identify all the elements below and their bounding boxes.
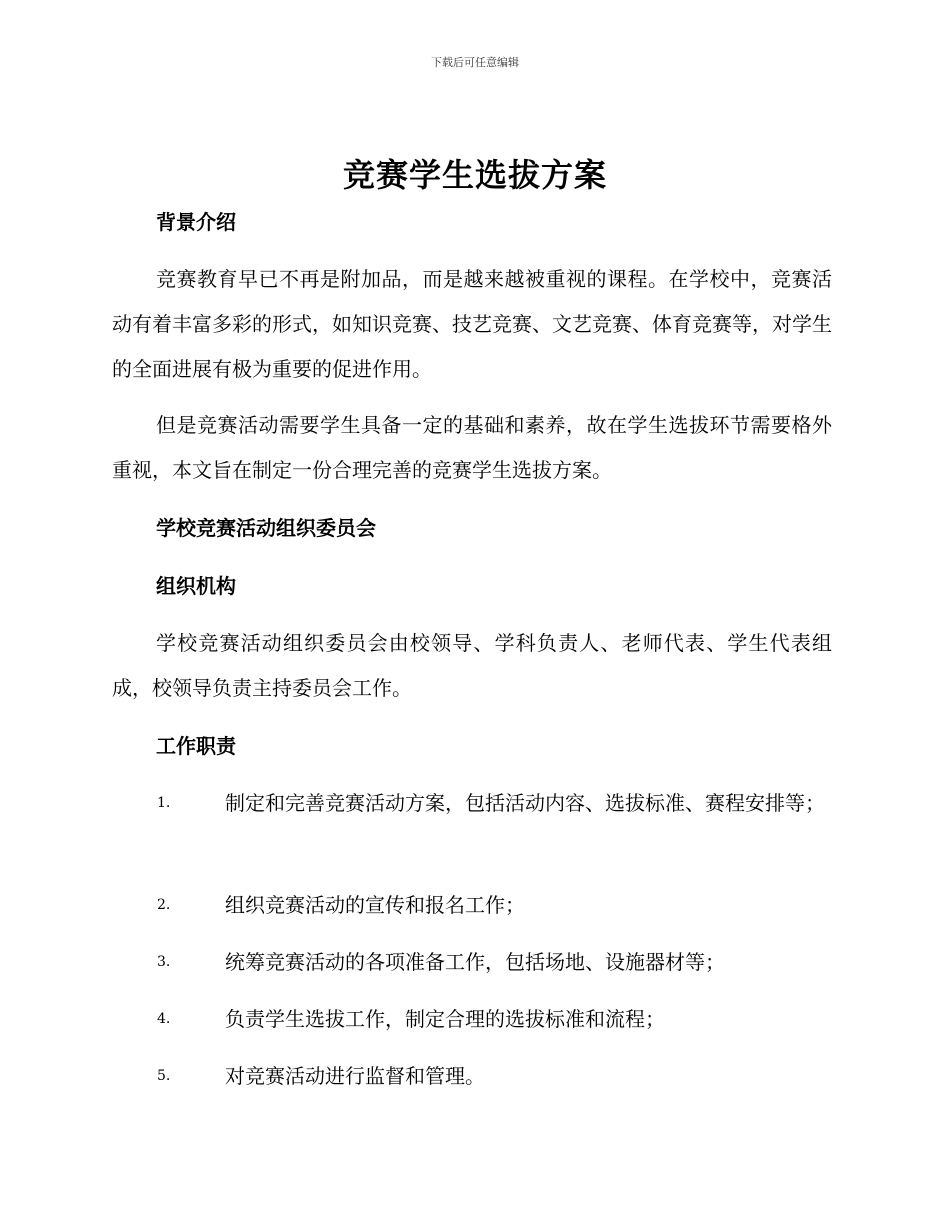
paragraph-organization: 学校竞赛活动组织委员会由校领导、学科负责人、老师代表、学生代表组成，校领导负责主持委员会工作。 — [112, 631, 832, 700]
list-item-number: 3. — [157, 954, 171, 970]
paragraph-background-2: 但是竞赛活动需要学生具备一定的基础和素养，故在学生选拔环节需要格外重视，本文旨在制定一份合理完善的竞赛学生选拔方案。 — [112, 413, 832, 482]
list-item-text: 组织竞赛活动的宣传和报名工作； — [225, 893, 525, 917]
heading-organization: 组织机构 — [156, 574, 236, 598]
list-item-text: 统筹竞赛活动的各项准备工作，包括场地、设施器材等； — [225, 950, 725, 974]
list-item — [112, 997, 832, 1042]
list-item-text: 负责学生选拔工作，制定合理的选拔标准和流程； — [225, 1007, 665, 1031]
list-item — [112, 1054, 832, 1099]
list-item — [112, 940, 832, 985]
list-item-number: 4. — [157, 1011, 171, 1027]
list-item-number: 1. — [157, 795, 171, 811]
heading-duties: 工作职责 — [156, 734, 236, 758]
heading-committee: 学校竞赛活动组织委员会 — [156, 516, 376, 540]
list-item — [112, 781, 832, 826]
list-item-text: 对竞赛活动进行监督和管理。 — [225, 1064, 485, 1088]
list-item-text: 制定和完善竞赛活动方案，包括活动内容、选拔标准、赛程安排等； — [225, 791, 825, 815]
document-title: 竞赛学生选拔方案 — [342, 156, 607, 194]
list-item-number: 5. — [157, 1068, 171, 1084]
heading-background: 背景介绍 — [156, 210, 236, 234]
header-note: 下载后可任意编辑 — [431, 56, 519, 69]
list-item-number: 2. — [157, 897, 171, 913]
paragraph-background-1: 竞赛教育早已不再是附加品，而是越来越被重视的课程。在学校中，竞赛活动有着丰富多彩的形式，如知识竞赛、技艺竞赛、文艺竞赛、体育竞赛等，对学生的全面进展有极为重要的促进作用。 — [112, 267, 832, 381]
list-item — [112, 883, 832, 928]
